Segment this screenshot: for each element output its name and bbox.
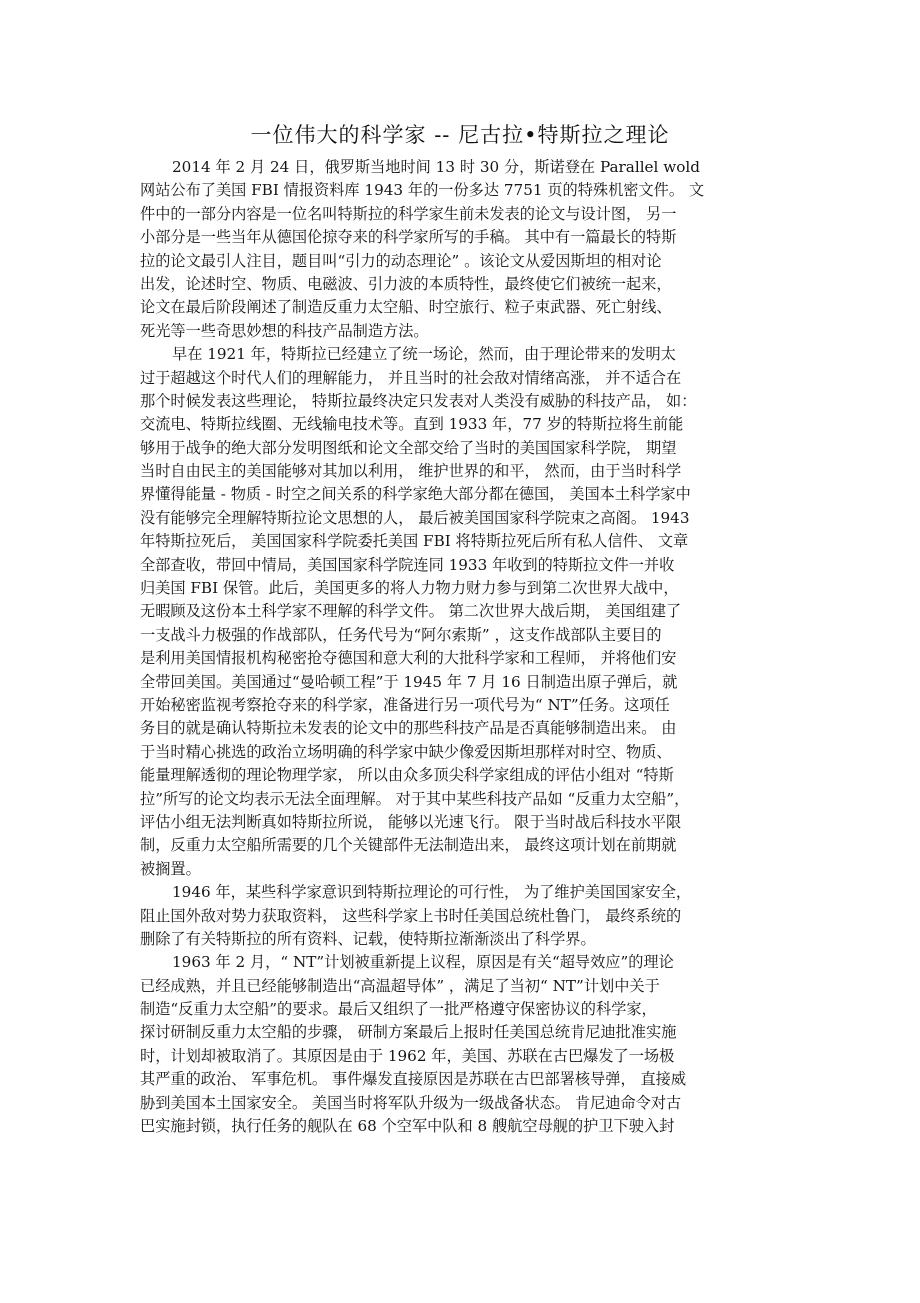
text-line: 全部查收，带回中情局，美国国家科学院连同 1933 年收到的特斯拉文件一并收: [140, 555, 675, 574]
text-line: 界懂得能量 - 物质 - 时空之间关系的科学家绝大部分都在德国， 美国本土科学家中: [140, 485, 691, 504]
text-line: 一支战斗力极强的作战部队，任务代号为“阿尔索斯” ，这支作战部队主要目的: [140, 625, 662, 644]
text-line: 件中的一部分内容是一位名叫特斯拉的科学家生前未发表的论文与设计图， 另一: [140, 204, 677, 223]
text-line: 探讨研制反重力太空船的步骤， 研制方案最后上报时任美国总统肯尼迪批准实施: [140, 1023, 677, 1042]
text-line: 拉”所写的论文均表示无法全面理解。 对于其中某些科技产品如 “反重力太空船”，: [140, 789, 690, 808]
text-line: 那个时候发表这些理论， 特斯拉最终决定只发表对人类没有威胁的科技产品， 如：: [140, 391, 697, 410]
text-line: 死光等一些奇思妙想的科技产品制造方法。: [140, 321, 429, 340]
text-line: 删除了有关特斯拉的所有资料、记载，使特斯拉渐渐淡出了科学界。: [140, 929, 596, 948]
text-line: 全带回美国。美国通过“曼哈顿工程”于 1945 年 7 月 16 日制造出原子弹后，就: [140, 672, 678, 691]
text-line: 评估小组无法判断真如特斯拉所说， 能够以光速飞行。 限于当时战后科技水平限: [140, 812, 682, 831]
text-line: 当时自由民主的美国能够对其加以利用， 维护世界的和平， 然而，由于当时科学: [140, 462, 682, 481]
text-line: 被搁置。: [140, 859, 201, 878]
text-line: 够用于战争的绝大部分发明图纸和论文全部交给了当时的美国国家科学院， 期望: [140, 438, 677, 457]
text-line: 其严重的政治、 军事危机。 事件爆发直接原因是苏联在古巴部署核导弹， 直接威: [140, 1070, 687, 1089]
text-line: 于当时精心挑选的政治立场明确的科学家中缺少像爱因斯坦那样对时空、物质、: [140, 742, 672, 761]
paragraph-first-line: 早在 1921 年，特斯拉已经建立了统一场论，然而，由于理论带来的发明太: [172, 345, 676, 364]
text-line: 时，计划却被取消了。其原因是由于 1962 年，美国、苏联在古巴爆发了一场极: [140, 1046, 675, 1065]
text-line: 论文在最后阶段阐述了制造反重力太空船、时空旅行、粒子束武器、死亡射线、: [140, 298, 672, 317]
text-line: 开始秘密监视考察抢夺来的科学家，准备进行另一项代号为“ NT”任务。这项任: [140, 695, 670, 714]
text-line: 务目的就是确认特斯拉未发表的论文中的那些科技产品是否真能够制造出来。 由: [140, 719, 677, 738]
text-line: 没有能够完全理解特斯拉论文思想的人， 最后被美国国家科学院束之高阁。 1943: [140, 508, 690, 527]
paragraph-first-line: 1963 年 2 月，“ NT”计划被重新提上议程，原因是有关“超导效应”的理论: [172, 953, 674, 972]
text-line: 网站公布了美国 FBI 情报资料库 1943 年的一份多达 7751 页的特殊机密文件。 文: [140, 181, 705, 200]
document-body: [140, 156, 780, 1138]
text-line: 已经成熟，并且已经能够制造出“高温超导体” ，满足了当初“ NT”计划中关于: [140, 976, 660, 995]
text-line: 阻止国外敌对势力获取资料， 这些科学家上书时任美国总统杜鲁门， 最终系统的: [140, 906, 682, 925]
text-line: 能量理解透彻的理论物理学家， 所以由众多顶尖科学家组成的评估小组对 “特斯: [140, 766, 674, 785]
text-line: 无暇顾及这份本土科学家不理解的科学文件。 第二次世界大战后期， 美国组建了: [140, 602, 682, 621]
text-line: 过于超越这个时代人们的理解能力， 并且当时的社会敌对情绪高涨， 并不适合在: [140, 368, 682, 387]
paragraph-first-line: 1946 年，某些科学家意识到特斯拉理论的可行性， 为了维护美国国家安全，: [172, 883, 692, 902]
document-title: 一位伟大的科学家 -- 尼古拉•特斯拉之理论: [250, 123, 670, 147]
text-line: 是利用美国情报机构秘密抢夺德国和意大利的大批科学家和工程师， 并将他们安: [140, 649, 677, 668]
text-line: 拉的论文最引人注目，题目叫“引力的动态理论” 。该论文从爱因斯坦的相对论: [140, 251, 662, 270]
text-line: 巴实施封锁，执行任务的舰队在 68 个空军中队和 8 艘航空母舰的护卫下驶入封: [140, 1117, 675, 1136]
text-line: 制造“反重力太空船”的要求。最后又组织了一批严格遵守保密协议的科学家，: [140, 1000, 657, 1019]
text-line: 制，反重力太空船所需要的几个关键部件无法制造出来， 最终这项计划在前期就: [140, 836, 677, 855]
text-line: 胁到美国本土国家安全。 美国当时将军队升级为一级战备状态。 肯尼迪命令对古: [140, 1093, 682, 1112]
text-line: 归美国 FBI 保管。此后，美国更多的将人力物力财力参与到第二次世界大战中，: [140, 579, 679, 598]
paragraph-first-line: 2014 年 2 月 24 日，俄罗斯当地时间 13 时 30 分，斯诺登在 Parallel wold: [172, 158, 700, 176]
text-line: 年特斯拉死后， 美国国家科学院委托美国 FBI 将特斯拉死后所有私人信件、 文章: [140, 532, 689, 551]
text-line: 小部分是一些当年从德国伦掠夺来的科学家所写的手稿。 其中有一篇最长的特斯: [140, 228, 677, 247]
text-line: 出发，论述时空、物质、电磁波、引力波的本质特性，最终使它们被统一起来，: [140, 274, 672, 293]
text-line: 交流电、特斯拉线圈、无线输电技术等。直到 1933 年，77 岁的特斯拉将生前能: [140, 415, 684, 434]
